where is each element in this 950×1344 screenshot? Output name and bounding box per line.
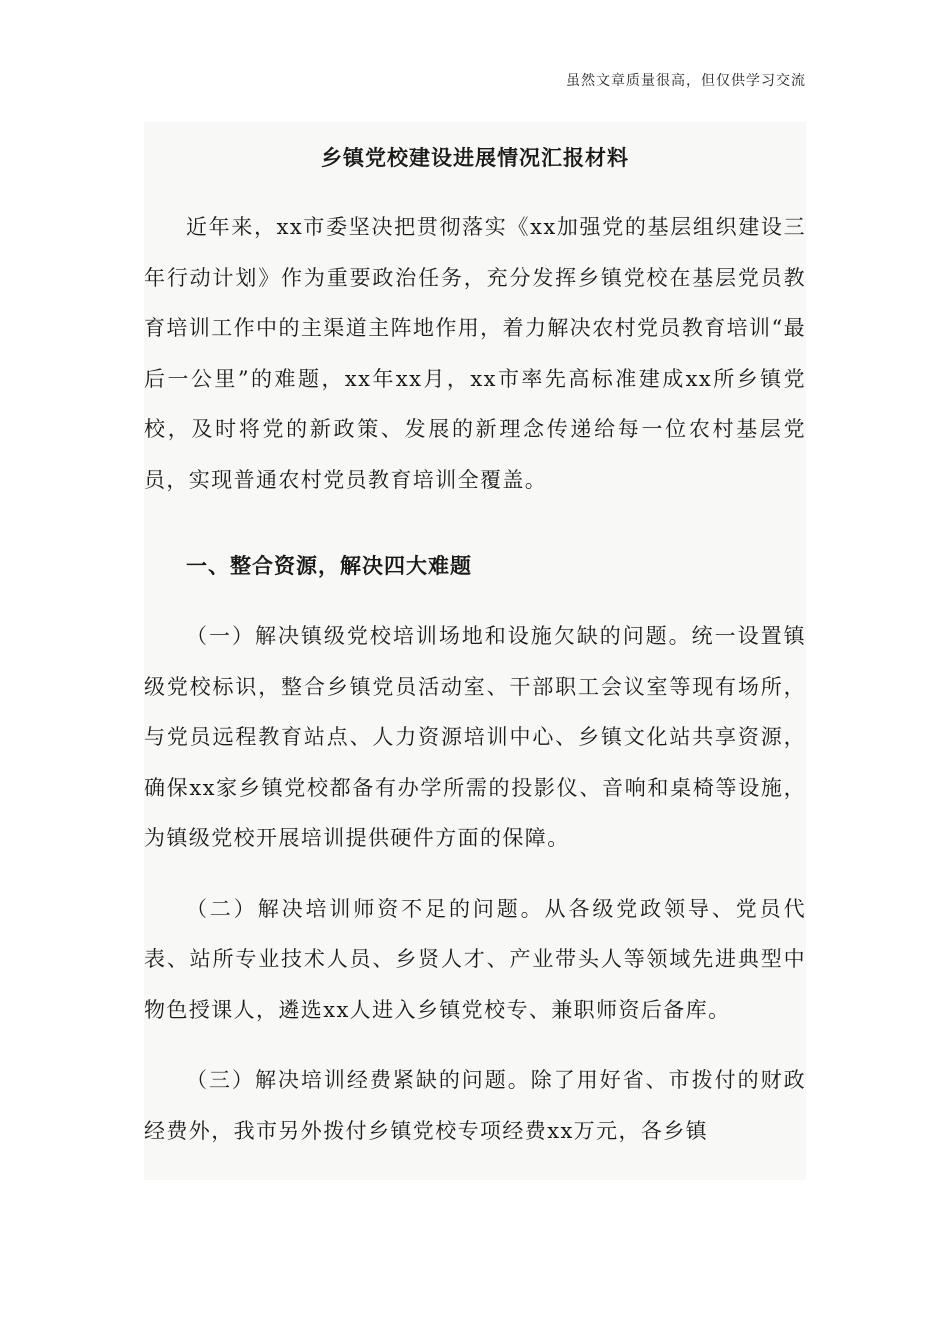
subsection-paragraph-1: （一）解决镇级党校培训场地和设施欠缺的问题。统一设置镇级党校标识，整合乡镇党员活动室、干部职工会议室等现有场所，与党员远程教育站点、人力资源培训中心、乡镇文化站共享资源，确保xx家乡镇党校都备有办学所需的投影仪、音响和桌椅等设施，为镇级党校开展培训提供硬件方面的保障。 [144,624,806,850]
section-heading: 一、整合资源，解决四大难题 [186,553,472,578]
document-title: 乡镇党校建设进展情况汇报材料 [321,145,629,170]
header-note: 虽然文章质量很高，但仅供学习交流 [566,73,806,89]
subsection-paragraph-3: （三）解决培训经费紧缺的问题。除了用好省、市拨付的财政经费外，我市另外拨付乡镇党校专项经费xx万元，各乡镇 [144,1068,806,1143]
subsection-paragraph-2: （二）解决培训师资不足的问题。从各级党政领导、党员代表、站所专业技术人员、乡贤人才、产业带头人等领域先进典型中物色授课人，遴选xx人进入乡镇党校专、兼职师资后备库。 [144,896,806,1022]
document-body [144,122,806,1180]
intro-paragraph: 近年来，xx市委坚决把贯彻落实《xx加强党的基层组织建设三年行动计划》作为重要政治任务，充分发挥乡镇党校在基层党员教育培训工作中的主渠道主阵地作用，着力解决农村党员教育培训“最后一公里”的难题，xx年xx月，xx市率先高标准建成xx所乡镇党校，及时将党的新政策、发展的新理念传递给每一位农村基层党员，实现普通农村党员教育培训全覆盖。 [144,215,806,492]
